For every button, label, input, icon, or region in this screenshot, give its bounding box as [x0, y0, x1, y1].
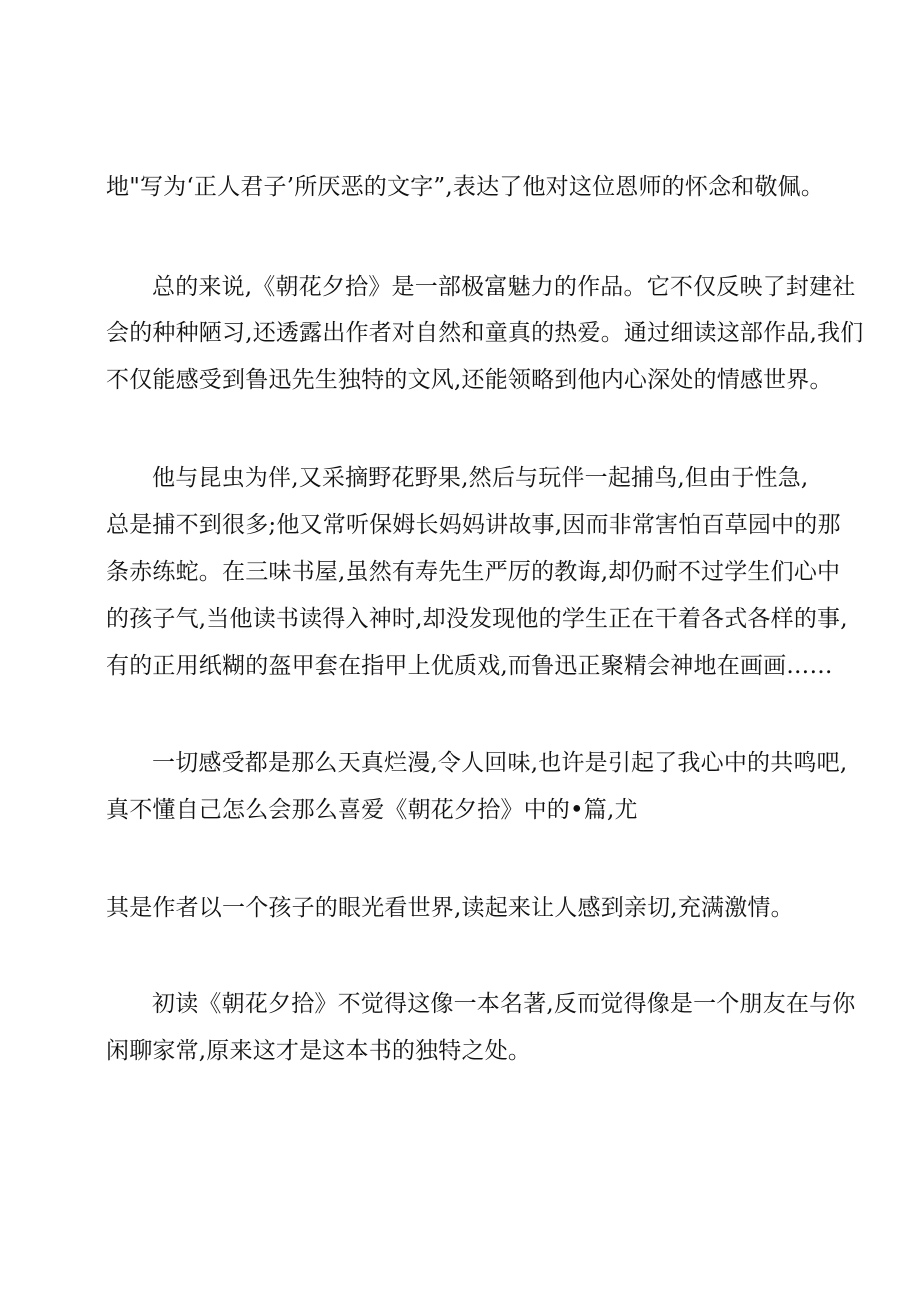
- text-line: 总是捕不到很多;他又常听保姆长妈妈讲故事,因而非常害怕百草园中的那: [106, 512, 841, 538]
- text-line: 一切感受都是那么天真烂漫,令人回味,也许是引起了我心中的共鸣吧,: [152, 750, 848, 776]
- text-line: 闲聊家常,原来这才是这本书的独特之处。: [106, 1038, 532, 1064]
- text-line: 他与昆虫为伴,又采摘野花野果,然后与玩伴一起捕鸟,但由于性急,: [152, 465, 809, 491]
- text-line: 会的种种陋习,还透露出作者对自然和童真的热爱。通过细读这部作品,我们: [106, 320, 864, 346]
- text-line: 真不懂自己怎么会那么喜爱《朝花夕拾》中的•篇,尤: [106, 797, 638, 823]
- text-line: 不仅能感受到鲁迅先生独特的文风,还能领略到他内心深处的情感世界。: [106, 367, 833, 393]
- text-line: 其是作者以一个孩子的眼光看世界,读起来让人感到亲切,充满激情。: [106, 895, 794, 921]
- text-line: 的孩子气,当他读书读得入神时,却没发现他的学生正在干着各式各样的事,: [106, 606, 848, 632]
- text-line: 初读《朝花夕拾》不觉得这像一本名著,反而觉得像是一个朋友在与你: [152, 991, 856, 1017]
- text-line: 有的正用纸糊的盔甲套在指甲上优质戏,而鲁迅正聚精会神地在画画……: [106, 653, 833, 679]
- text-line: 地"写为‘正人君子’所厌恶的文字”,表达了他对这位恩师的怀念和敬佩。: [106, 174, 825, 200]
- text-line: 条赤练蛇。在三味书屋,虽然有寿先生严厉的教诲,却仍耐不过学生们心中: [106, 559, 841, 585]
- text-line: 总的来说,《朝花夕拾》是一部极富魅力的作品。它不仅反映了封建社: [152, 274, 856, 300]
